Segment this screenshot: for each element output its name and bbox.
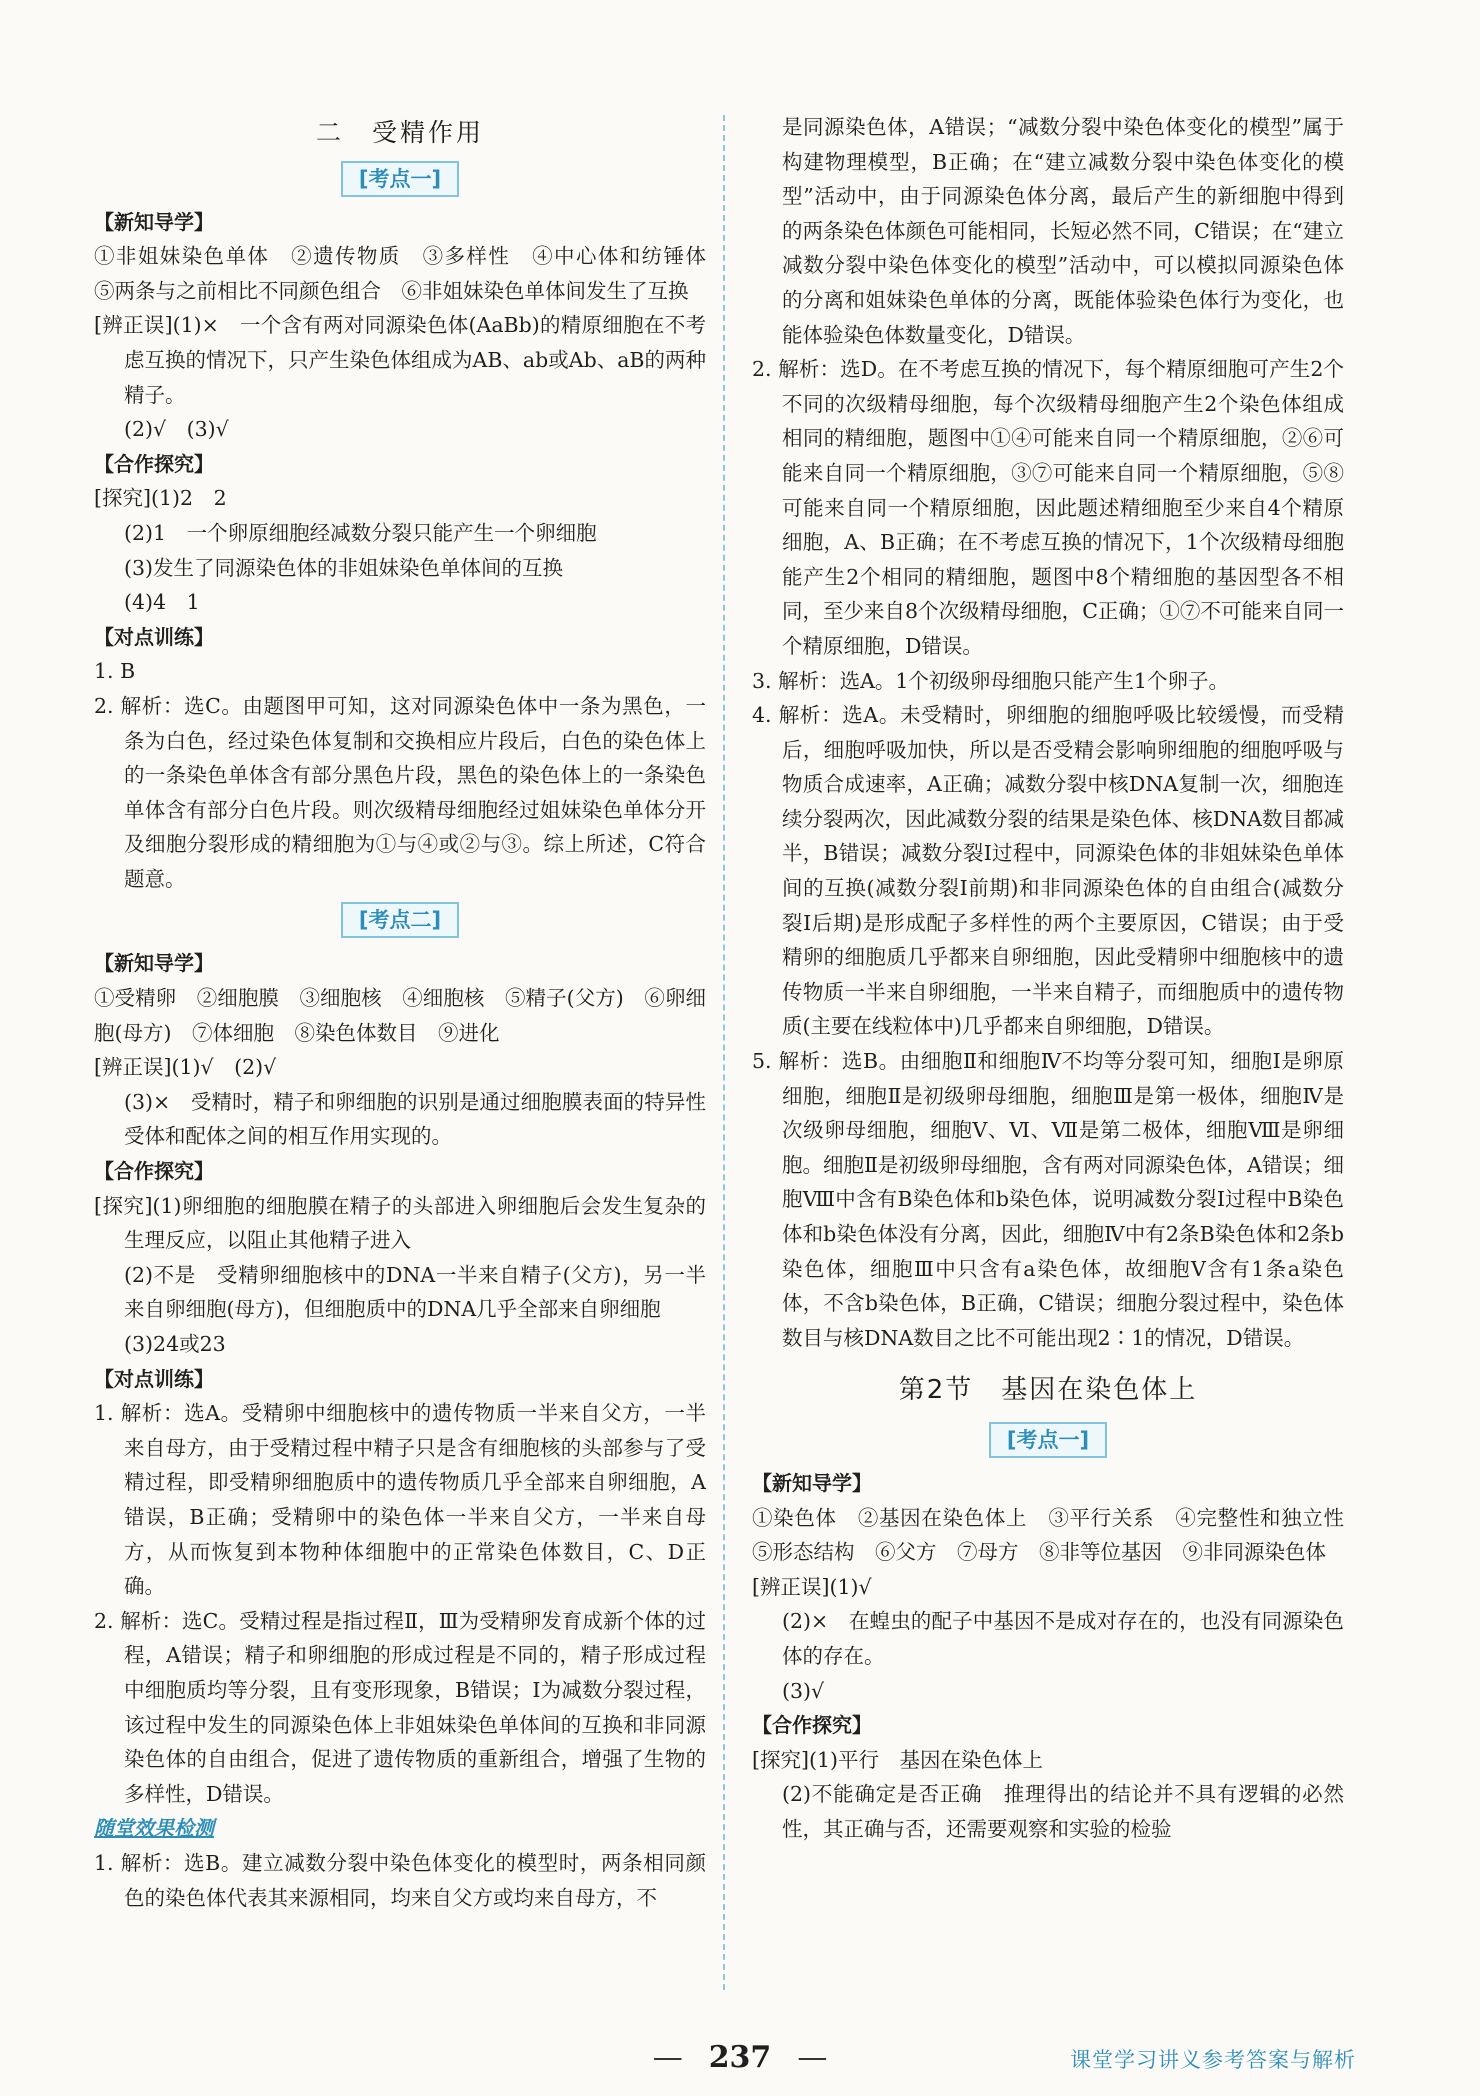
answer-text: (3)发生了同源染色体的非姐妹染色单体间的互换 [124,555,564,580]
heading-hezuo: 【合作探究】 [94,1159,214,1184]
answer-item: 1. 解析：选A。受精卵中细胞核中的遗传物质一半来自父方，一半来自母方，由于受精过程中精子只是含有细胞核的头部参与了受精过程，即受精卵细胞质中的遗传物质几乎全部来自卵细胞，A错误，B正确；受精卵中的染色体一半来自父方，一半来自母方，从而恢复到本物种体细胞中的正常染色体数目，C、D正确。 [94,1401,706,1599]
answer-text: [探究](1)2 2 [94,486,227,511]
answer-text: [辨正误](1)√ (2)√ [94,1055,277,1080]
answer-item: 3. 解析：选A。1个初级卵母细胞只能产生1个卵子。 [752,668,1229,693]
heading-xinzhi: 【新知导学】 [94,951,214,976]
answer-text: ①非姐妹染色单体 ②遗传物质 ③多样性 ④中心体和纺锤体 ⑤两条与之前相比不同颜色组合 ⑥非姐妹染色单体间发生了互换 [94,244,727,303]
page-number-value: 237 [708,2040,772,2075]
answer-item: 2. 解析：选D。在不考虑互换的情况下，每个精原细胞可产生2个不同的次级精母细胞，每个次级精母细胞产生2个染色体组成相同的精细胞，题图中①④可能来自同一个精原细胞，②⑥可能来自同一个精原细胞，③⑦可能来自同一个精原细胞，⑤⑧可能来自同一个精原细胞，因此题述精细胞至少来自4个精原细胞，A、B正确；在不考虑互换的情况下，1个次级精母细胞能产生2个相同的精细胞，题图中8个精细胞的基因型各不相同，至少来自8个次级精母细胞，C正确；①⑦不可能来自同一个精原细胞，D错误。 [752,357,1344,658]
answer-text: [探究](1)卵细胞的细胞膜在精子的头部进入卵细胞后会发生复杂的生理反应，以阻止其他精子进入 [94,1193,706,1253]
heading-hezuo: 【合作探究】 [94,451,214,476]
dash-left: — [652,2040,683,2075]
heading-duidian: 【对点训练】 [94,1366,214,1391]
answer-text: (2)√ (3)√ [124,417,229,442]
heading-xinzhi: 【新知导学】 [752,1470,872,1495]
kaodian-badge: [考点一] [94,161,706,197]
heading-duidian: 【对点训练】 [94,624,214,649]
footer-title: 课堂学习讲义参考答案与解析 [1070,2048,1356,2072]
answer-item: 4. 解析：选A。未受精时，卵细胞的细胞呼吸比较缓慢，而受精后，细胞呼吸加快，所以是否受精会影响卵细胞的细胞呼吸与物质合成速率，A正确；减数分裂中核DNA复制一次，细胞连续分裂两次，因此减数分裂的结果是染色体、核DNA数目都减半，B错误；减数分裂Ⅰ过程中，同源染色体的非姐妹染色单体间的互换(减数分裂Ⅰ前期)和非同源染色体的自由组合(减数分裂Ⅰ后期)是形成配子多样性的两个主要原因，C错误；由于受精卵的细胞质几乎都来自卵细胞，因此受精卵中细胞核中的遗传物质一半来自卵细胞，一半来自精子，而细胞质中的遗传物质(主要在线粒体中)几乎都来自卵细胞，D错误。 [752,703,1344,1039]
heading-xinzhi: 【新知导学】 [94,209,214,234]
answer-item-continued: 是同源染色体，A错误；“减数分裂中染色体变化的模型”属于构建物理模型，B正确；在“建立减数分裂中染色体变化的模型”活动中，由于同源染色体分离，最后产生的新细胞中得到的两条染色体颜色可能相同，长短必然不同，C错误；在“建立减数分裂中染色体变化的模型”活动中，可以模拟同源染色体的分离和姐妹染色单体的分离，既能体验染色体行为变化，也能体验染色体数量变化，D错误。 [782,115,1344,347]
answer-item: 5. 解析：选B。由细胞Ⅱ和细胞Ⅳ不均等分裂可知，细胞Ⅰ是卵原细胞，细胞Ⅱ是初级卵母细胞，细胞Ⅲ是第一极体，细胞Ⅳ是次级卵母细胞，细胞Ⅴ、Ⅵ、Ⅶ是第二极体，细胞Ⅷ是卵细胞。细胞Ⅱ是初级卵母细胞，含有两对同源染色体，A错误；细胞Ⅷ中含有B染色体和b染色体，说明减数分裂Ⅰ过程中B染色体和b染色体没有分离，因此，细胞Ⅳ中有2条B染色体和2条b染色体，细胞Ⅲ中只含有a染色体，故细胞Ⅴ含有1条a染色体，不含b染色体，B正确，C错误；细胞分裂过程中，染色体数目与核DNA数目之比不可能出现2∶1的情况，D错误。 [752,1049,1344,1350]
answer-text: (2)不能确定是否正确 推理得出的结论并不具有逻辑的必然性，其正确与否，还需要观察和实验的检验 [782,1782,1344,1841]
answer-text: [辨正误](1)√ [752,1574,872,1599]
answer-item: 2. 解析：选C。由题图甲可知，这对同源染色体中一条为黑色，一条为白色，经过染色体复制和交换相应片段后，白色的染色体上的一条染色单体含有部分黑色片段，黑色的染色体上的一条染色单体含有部分白色片段。则次级精母细胞经过姐妹染色单体分开及细胞分裂形成的精细胞为①与④或②与③。综上所述，C符合题意。 [94,693,706,891]
left-column [94,110,727,1915]
answer-text: [探究](1)平行 基因在染色体上 [752,1747,1044,1772]
answer-text: (3)× 受精时，精子和卵细胞的识别是通过细胞膜表面的特异性受体和配体之间的相互作用实现的。 [124,1089,706,1149]
answer-text: ①染色体 ②基因在染色体上 ③平行关系 ④完整性和独立性 ⑤形态结构 ⑥父方 ⑦母方 ⑧非等位基因 ⑨非同源染色体 [752,1505,1365,1565]
answer-item: 2. 解析：选C。受精过程是指过程Ⅱ，Ⅲ为受精卵发育成新个体的过程，A错误；精子和卵细胞的形成过程是不同的，精子形成过程中细胞质均等分裂，且有变形现象，B错误；Ⅰ为减数分裂过程，该过程中发生的同源染色体上非姐妹染色单体间的互换和非同源染色体的自由组合，促进了遗传物质的重新组合，增强了生物的多样性，D错误。 [94,1608,706,1806]
answer-item: 1. 解析：选B。建立减数分裂中染色体变化的模型时，两条相同颜色的染色体代表其来源相同，均来自父方或均来自母方，不 [94,1850,706,1910]
section-title: 二 受精作用 [315,118,484,147]
answer-item: 1. B [94,659,136,684]
answer-text: (4)4 1 [124,590,200,615]
dash-right: — [797,2040,828,2075]
suitang-heading: 随堂效果检测 [94,1816,214,1841]
kaodian-badge: [考点二] [94,902,706,938]
answer-text: [辨正误](1)× 一个含有两对同源染色体(AaBb)的精原细胞在不考虑互换的情况下，只产生染色体组成为AB、ab或Ab、aB的两种精子。 [94,313,706,407]
answer-text: (2)不是 受精卵细胞核中的DNA一半来自精子(父方)，另一半来自卵细胞(母方)，但细胞质中的DNA几乎全部来自卵细胞 [124,1262,706,1322]
heading-hezuo: 【合作探究】 [752,1713,872,1738]
answer-text: (2)× 在蝗虫的配子中基因不是成对存在的，也没有同源染色体的存在。 [782,1609,1344,1668]
answer-text: (2)1 一个卵原细胞经减数分裂只能产生一个卵细胞 [124,520,597,545]
section-title: 第2节 基因在染色体上 [898,1375,1198,1406]
column-divider [723,115,725,1990]
answer-text: (3)24或23 [124,1332,226,1356]
kaodian-badge: [考点一] [752,1422,1344,1458]
answer-text: (3)√ [782,1678,825,1703]
answer-text: ①受精卵 ②细胞膜 ③细胞核 ④细胞核 ⑤精子(父方) ⑥卵细胞(母方) ⑦体细胞 ⑧染色体数目 ⑨进化 [94,986,706,1045]
right-column [752,110,1365,1847]
